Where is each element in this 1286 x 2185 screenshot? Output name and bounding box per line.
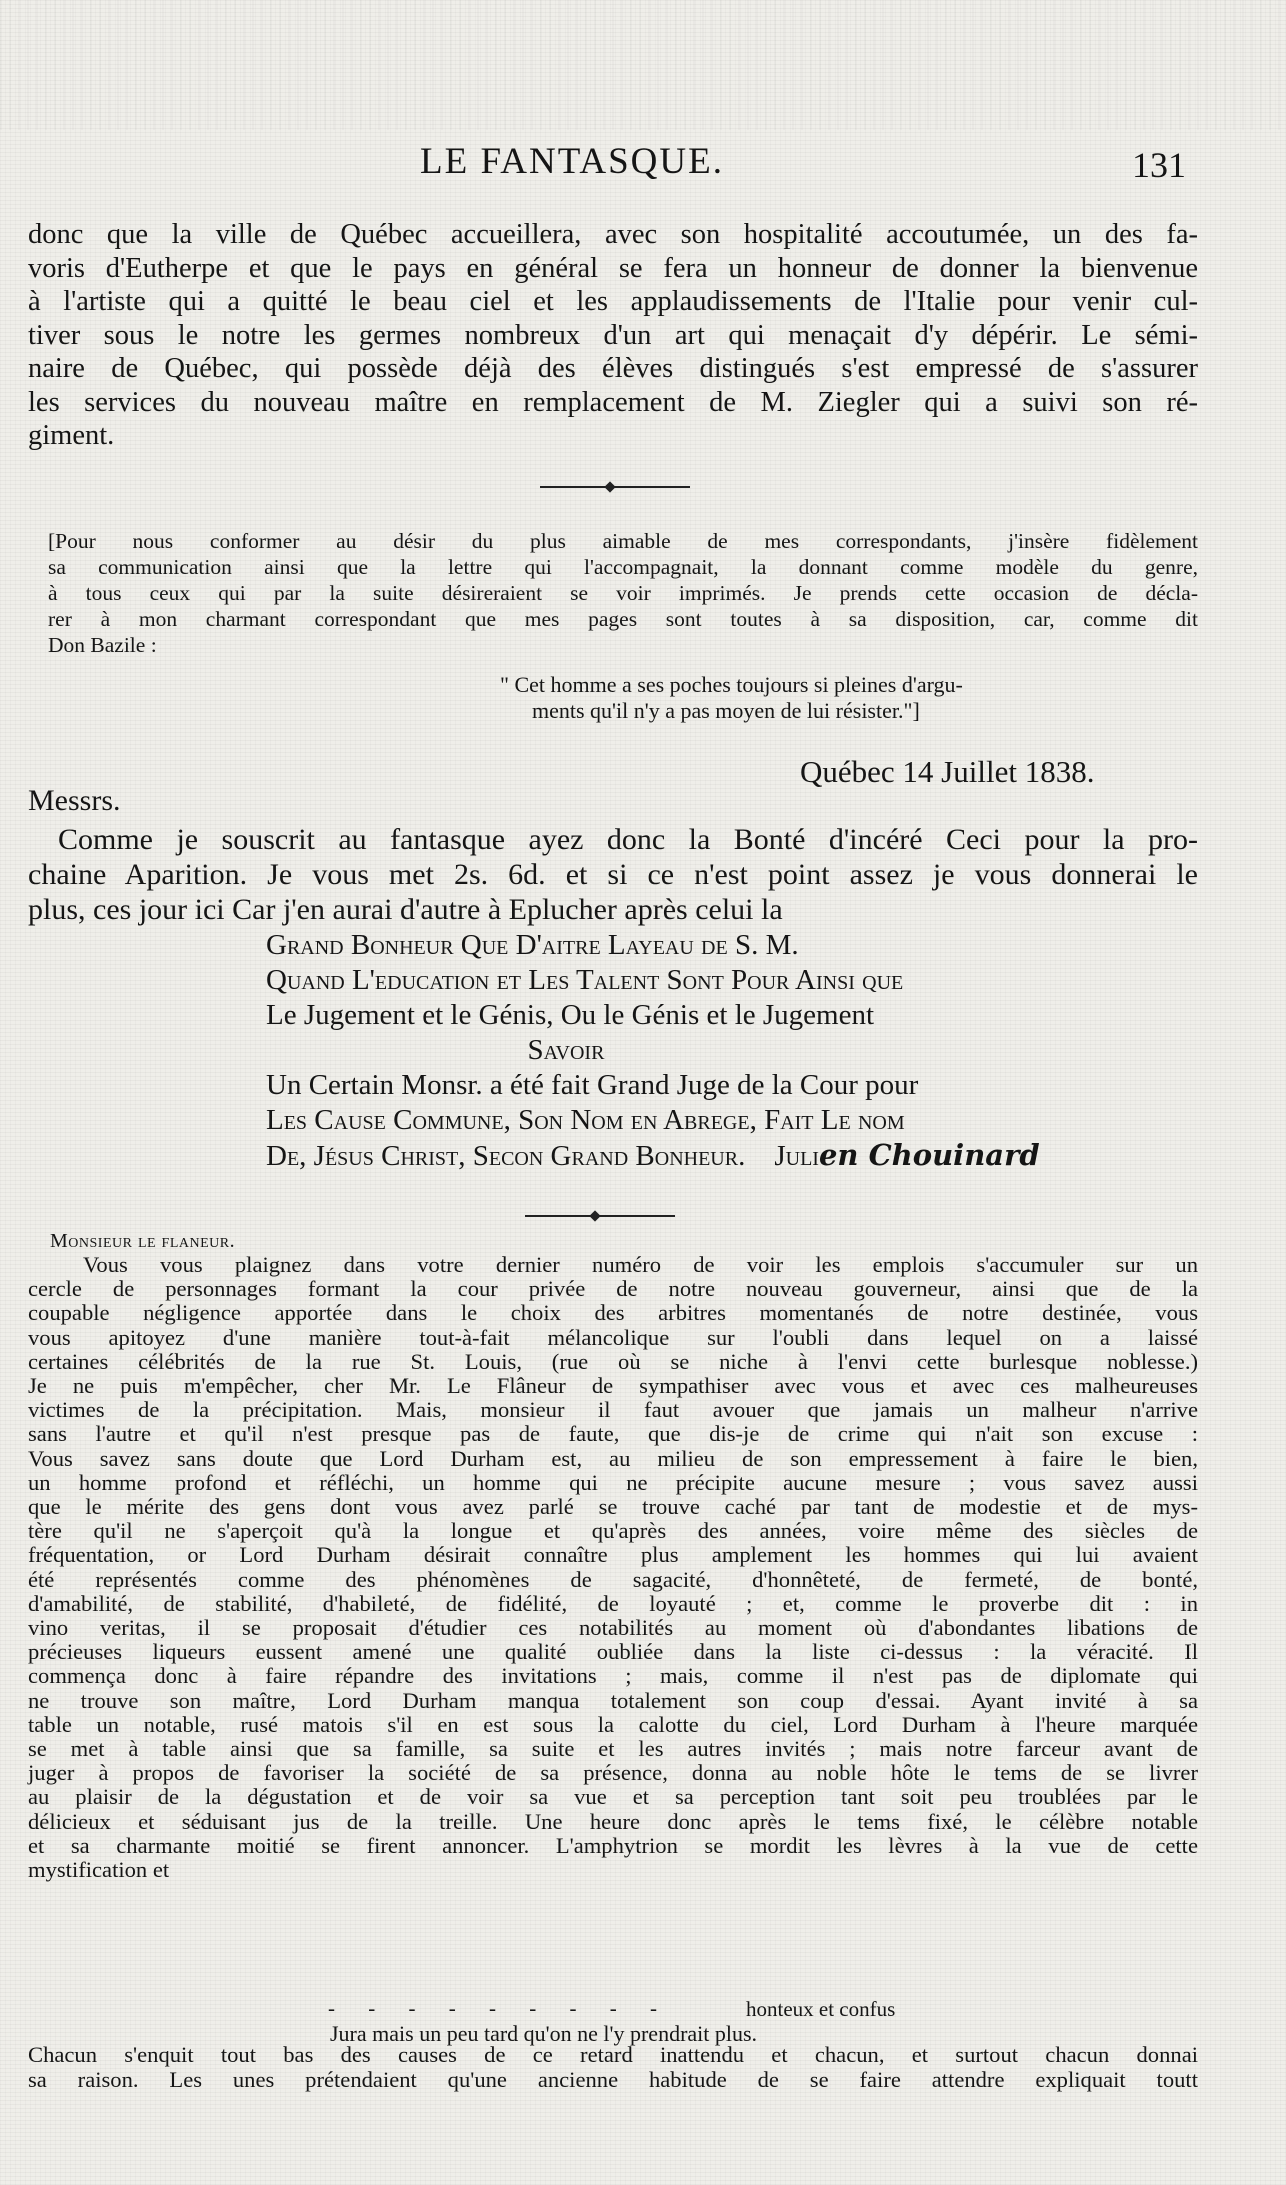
letter-smallcaps-block <box>266 928 1196 1174</box>
text-line: chaine Aparition. Je vous met 2s. 6d. et si ce n'est point assez je vous donnerai le <box>28 858 1198 891</box>
section-title: Monsieur le flaneur. <box>50 1230 236 1252</box>
text-line: tiver sous le notre les germes nombreux d'un art qui menaçait d'y dépérir. Le sémi- <box>28 319 1198 351</box>
text-line: délicieux et séduisant jus de la treille. Une heure donc après le tems fixé, le célèbre notable <box>28 1808 1198 1834</box>
text-line: Quand L'education et Les Talent Sont Pour Ainsi que <box>266 964 904 996</box>
text-line: certaines célébrités de la rue St. Louis, (rue où se niche à l'envi cette burlesque noblesse.) <box>28 1348 1198 1374</box>
text-line: plus, ces jour ici Car j'en aurai d'autre à Eplucher après celui la <box>28 893 783 926</box>
text-line: Les Cause Commune, Son Nom en Abrege, Fait Le nom <box>266 1104 905 1136</box>
text-line: [Pour nous conformer au désir du plus aimable de mes correspondants, j'insère fidèlement <box>48 529 1198 553</box>
text-line: juger à propos de favoriser la société de sa présence, donna au noble hôte le tems de se livrer <box>28 1760 1198 1786</box>
page-number: 131 <box>1132 145 1186 185</box>
page-header <box>0 140 1286 200</box>
text-line: Un Certain Monsr. a été fait Grand Juge de la Cour pour <box>266 1069 919 1101</box>
paragraph-opening <box>28 218 1198 453</box>
signature-handwritten: en Chouinard <box>818 1138 1040 1172</box>
text-line: précieuses liqueurs eussent amené une qualité oubliée dans la liste ci-dessus : la véracité. Il <box>28 1639 1198 1665</box>
quote-line: " Cet homme a ses poches toujours si pleines d'argu- <box>500 672 963 697</box>
text-line: sa raison. Les unes prétendaient qu'une ancienne habitude de se faire attendre expliquait toutt <box>28 2066 1198 2092</box>
text-line: Vous savez sans doute que Lord Durham est, au milieu de son empressement à faire le bien, <box>28 1445 1198 1471</box>
text-line: Chacun s'enquit tout bas des causes de ce retard inattendu et chacun, et surtout chacun donnai <box>28 2042 1198 2067</box>
letter-salutation: Messrs. <box>28 784 121 817</box>
publication-title: LE FANTASQUE. <box>420 141 724 182</box>
text-line: été représentés comme des phénomènes de sagacité, d'honnêteté, de fermeté, de bonté, <box>28 1566 1198 1592</box>
text-line: victimes de la précipitation. Mais, monsieur il faut avouer que jamais un malheur n'arrive <box>28 1397 1198 1423</box>
article-continuation <box>28 2043 1198 2092</box>
text-line: ne trouve son maître, Lord Durham manqua totalement son coup d'essai. Ayant invité à sa <box>28 1687 1198 1713</box>
text-line: voris d'Eutherpe et que le pays en général se fera un honneur de donner la bienvenue <box>28 252 1198 284</box>
text-line: vous apitoyez d'une manière tout-à-fait mélancolique sur l'oubli dans lequel on a laissé <box>28 1324 1198 1350</box>
text-line: cercle de personnages formant la cour privée de notre nouveau gouverneur, ainsi que de la <box>28 1276 1198 1302</box>
text-line: De, Jésus Christ, Secon Grand Bonheur. <box>266 1140 746 1172</box>
verse-line-2: Jura mais un peu tard qu'on ne l'y prendrait plus. <box>330 2021 758 2046</box>
text-line: Le Jugement et le Génis, Ou le Génis et le Jugement <box>266 999 875 1031</box>
divider-ornament <box>589 1210 600 1221</box>
text-line: rer à mon charmant correspondant que mes pages sont toutes à sa disposition, car, comme dit <box>48 607 1198 631</box>
letter-date: Québec 14 Juillet 1838. <box>800 754 1095 789</box>
text-line: Comme je souscrit au fantasque ayez donc la Bonté d'incéré Ceci pour la pro- <box>58 823 1198 856</box>
text-line: vino veritas, il se proposait d'étudier ces notabilités au moment où d'abondantes libations de <box>28 1615 1198 1641</box>
text-line: au plaisir de la dégustation et de voir sa vue et sa perception tant soit peu troublées par le <box>28 1784 1198 1810</box>
text-line: table un notable, rusé matois s'il en est sous la calotte du ciel, Lord Durham à l'heure marquée <box>28 1711 1198 1737</box>
text-line: sa communication ainsi que la lettre qui l'accompagnait, la donnant comme modèle du genre, <box>48 555 1198 579</box>
letter-body <box>28 822 1198 927</box>
quotation <box>500 672 1200 724</box>
signature-printed: Juli <box>774 1140 819 1172</box>
text-line: à l'artiste qui a quitté le beau ciel et les applaudissements de l'Italie pour venir cul- <box>28 286 1198 317</box>
text-line: donc que la ville de Québec accueillera, avec son hospitalité accoutumée, un des fa- <box>28 219 1198 250</box>
text-line: commença donc à faire répandre des invitations ; mais, comme il n'est pas de diplomate qui <box>28 1663 1198 1689</box>
text-line: giment. <box>28 420 115 451</box>
text-line: se met à table ainsi que sa famille, sa suite et les autres invités ; mais notre farceur avant de <box>28 1736 1198 1762</box>
text-line: que le mérite des gens dont vous avez parlé se trouve caché par tant de modestie et de mys- <box>28 1494 1198 1520</box>
text-line: et sa charmante moitié se firent annoncer. L'amphytrion se mordit les lèvres à la vue de cette <box>28 1832 1198 1858</box>
text-line: mystification et <box>28 1857 170 1883</box>
text-line: Don Bazile : <box>48 633 157 657</box>
text-line: Je ne puis m'empêcher, cher Mr. Le Flâneur de sympathiser avec vous et avec ces malheureuses <box>28 1373 1198 1399</box>
text-line: Vous vous plaignez dans votre dernier numéro de voir les emplois s'accumuler sur un <box>83 1252 1198 1277</box>
editor-note <box>48 528 1198 658</box>
text-line: coupable négligence apportée dans le choix des arbitres momentanés de notre destinée, vous <box>28 1300 1198 1326</box>
text-line: sans l'autre et qu'il n'est presque pas de faute, que dis-je de crime qui n'ait son excuse : <box>28 1421 1198 1447</box>
text-line: d'amabilité, de stabilité, d'habileté, de fidélité, de loyauté ; et, comme le proverbe dit : in <box>28 1590 1198 1616</box>
quote-line: ments qu'il n'y a pas moyen de lui résister."] <box>532 698 920 723</box>
text-line: un homme profond et réfléchi, un homme qui ne précipite aucune mesure ; vous savez aussi <box>28 1469 1198 1495</box>
scan-noise <box>0 0 1286 130</box>
signature-line <box>266 1138 1196 1174</box>
verse-text: honteux et confus <box>746 1997 896 2021</box>
text-line: à tous ceux qui par la suite désireraient se voir imprimés. Je prends cette occasion de décla- <box>48 581 1198 605</box>
text-line: tère qu'il ne s'aperçoit qu'à la longue et qu'après des années, voire même des siècles de <box>28 1518 1198 1544</box>
text-line: fréquentation, or Lord Durham désirait connaître plus amplement les hommes qui lui avaient <box>28 1542 1198 1568</box>
text-line: les services du nouveau maître en remplacement de M. Ziegler qui a suivi son ré- <box>28 386 1198 418</box>
verse-dashes: - - - - - - - - - <box>328 1996 671 2020</box>
divider-ornament <box>604 481 615 492</box>
text-line: Grand Bonheur Que D'aitre Layeau de S. M. <box>266 929 799 961</box>
verse-line-1 <box>28 1996 1208 2022</box>
article-body <box>28 1253 1198 1882</box>
text-line: Savoir <box>527 1034 605 1066</box>
text-line: naire de Québec, qui possède déjà des élèves distingués s'est empressé de s'assurer <box>28 353 1198 384</box>
